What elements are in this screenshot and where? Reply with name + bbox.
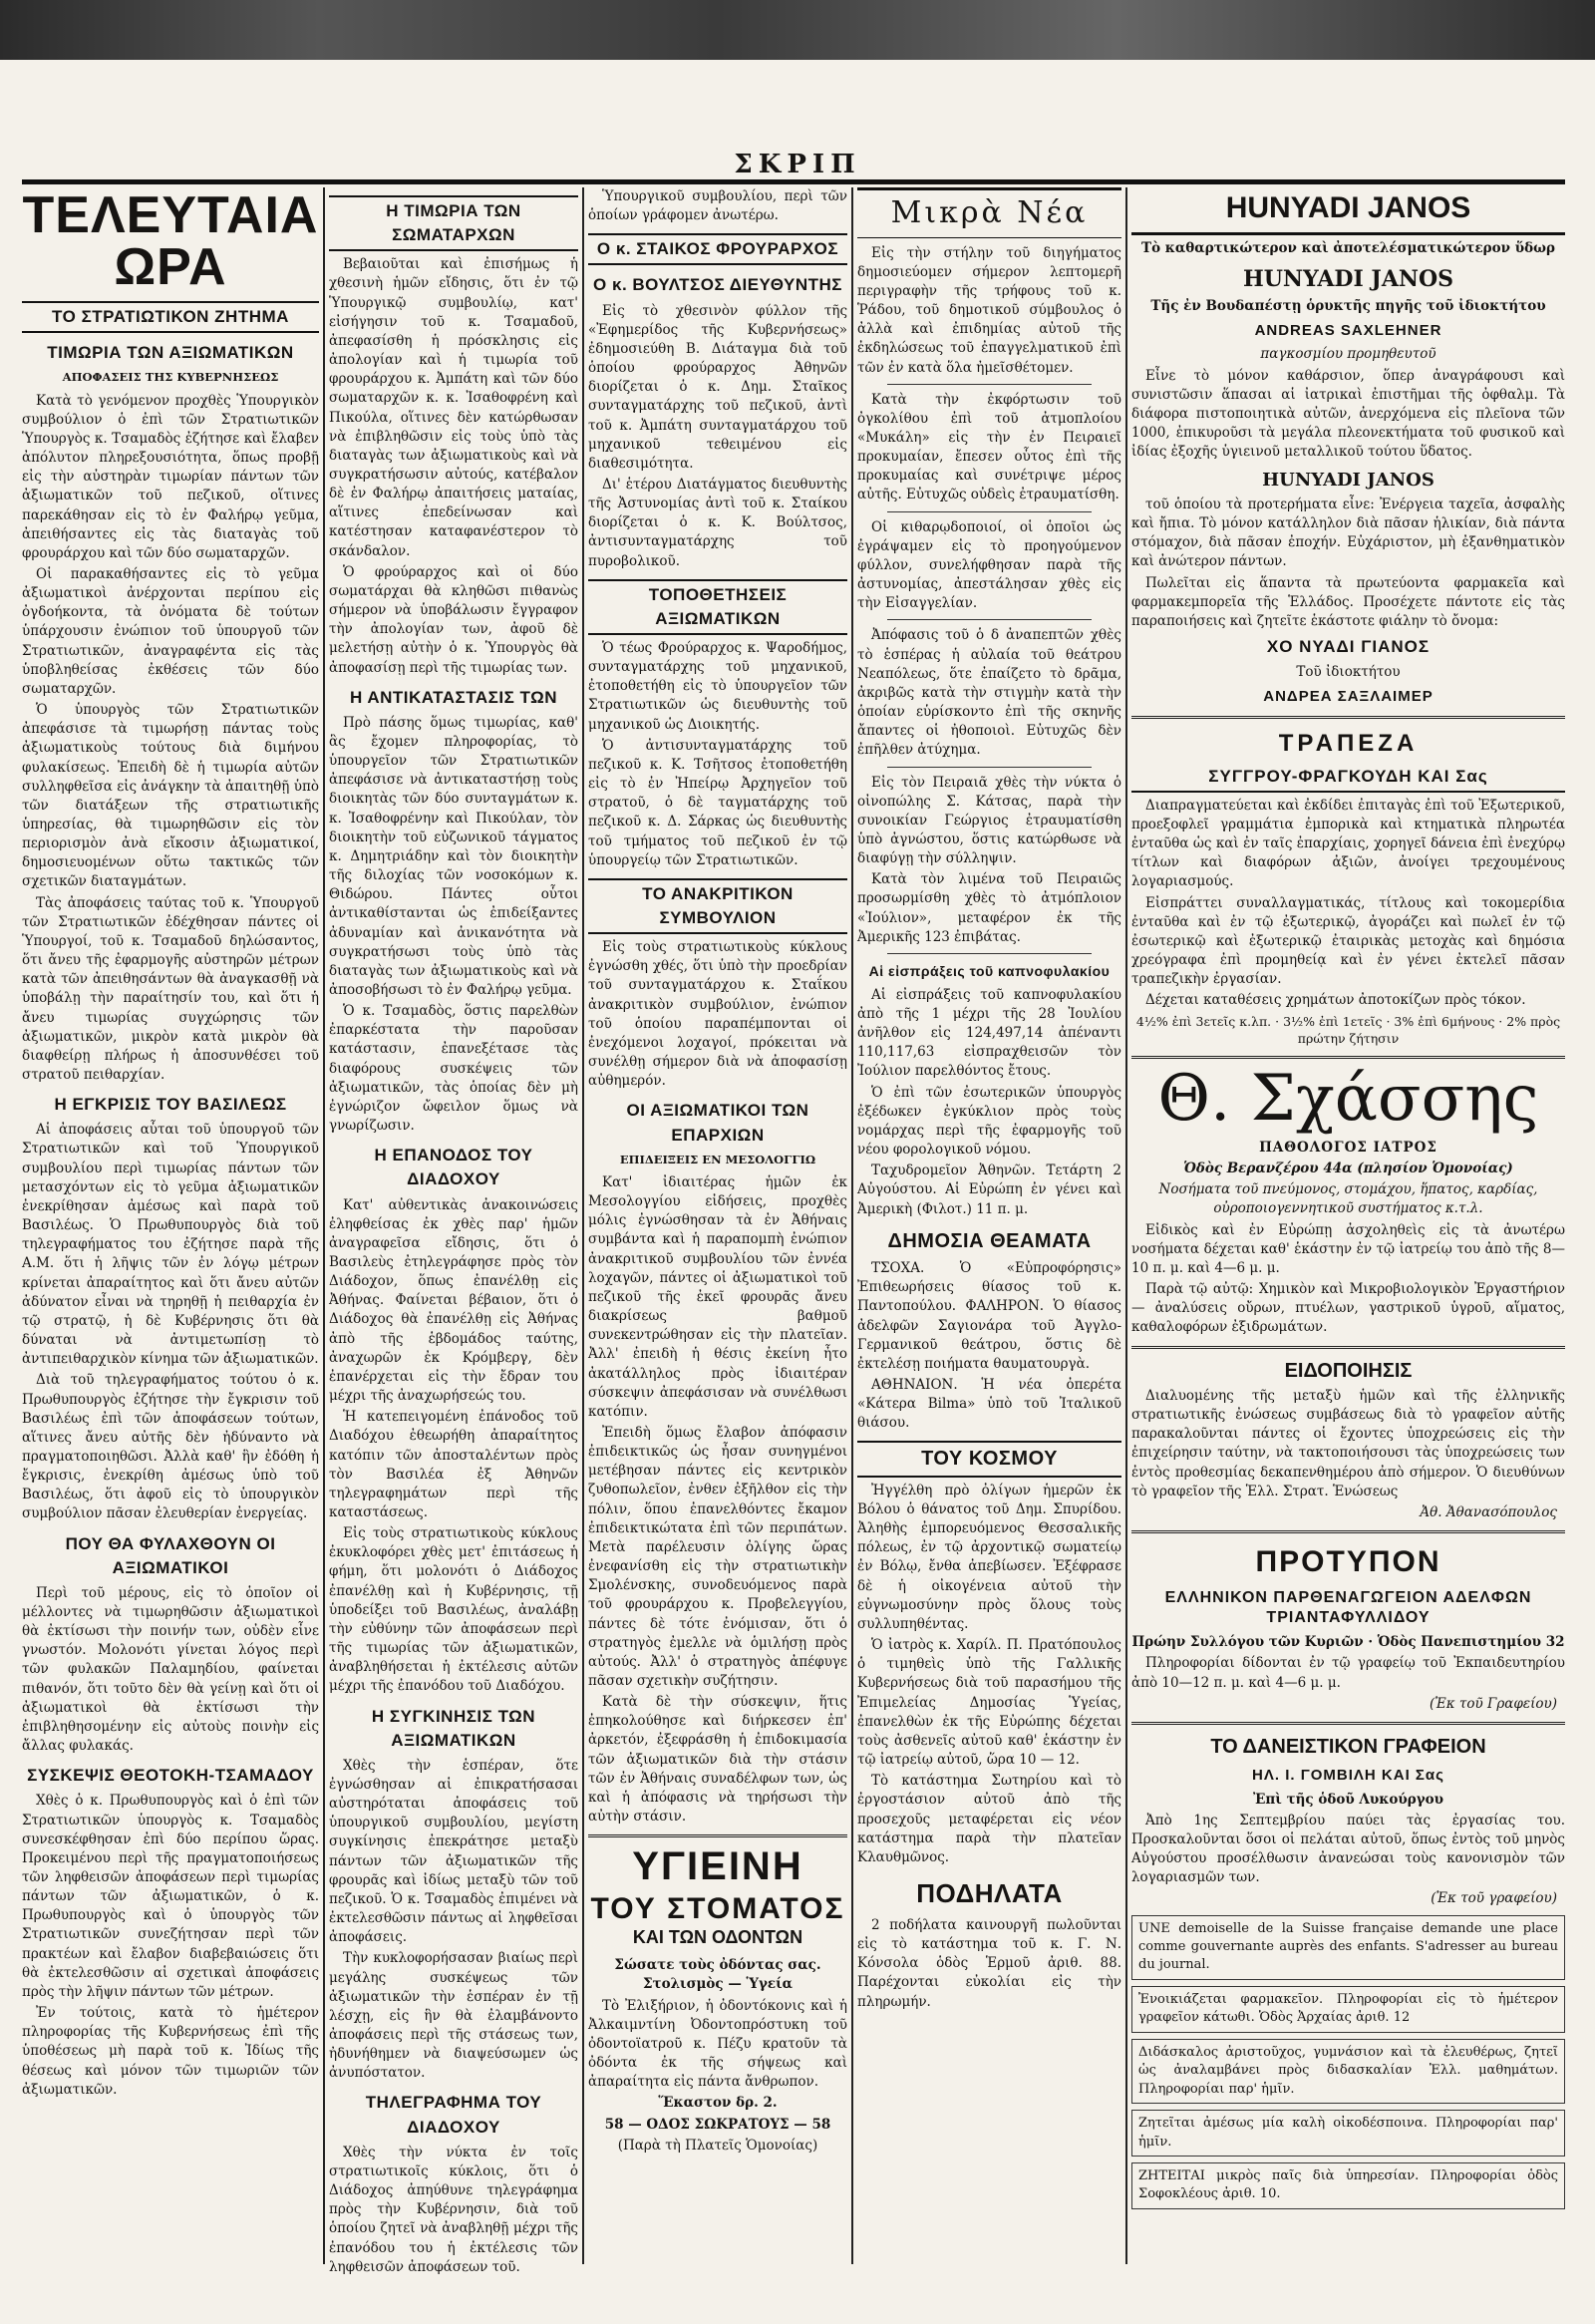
section-heading: ΤΟ ΑΝΑΚΡΙΤΙΚΟΝ ΣΥΜΒΟΥΛΙΟΝ (588, 878, 847, 934)
notice-signature: Ἀθ. Ἀθανασόπουλος (1420, 1503, 1557, 1520)
ad-hygiene-title: ΚΑΙ ΤΩΝ ΟΔΟΝΤΩΝ (632, 1926, 803, 1947)
news-item: Ἀπόφασις τοῦ ὁ δ ἀναπεπτῶν χθὲς τὸ ἑσπέρας ἡ αὐλαία τοῦ θεάτρου Νεαπόλεως, ὅτε ἐπαίζετο τὸ δρᾶμα, ἀκριβῶς κατὰ τὴν στιγμὴν κατὰ τὴν ὁποίαν εὑρίσκοντο ἐπὶ τῆς σκηνῆς ἄπαντες οἱ ἠθοποιοὶ. Εὐτυχῶς δὲν ἐπῆλθεν ἀτύχημα. (857, 627, 1121, 759)
section-heading: Η ΑΝΤΙΚΑΤΑΣΤΑΣΙΣ ΤΩΝ (349, 687, 557, 707)
divider (887, 511, 1092, 512)
article-paragraph: Εἰς τὸ χθεσινὸν φύλλον τῆς «Ἐφημερίδος τῆς Κυβερνήσεως» ἐδημοσιεύθη Β. Διάταγμα διὰ τοῦ ὁποίου φρούραρχος Ἀθηνῶν διορίζεται ὁ κ. Δημ. Σταῖκος συνταγματάρχης τοῦ πεζικοῦ, ἀντὶ τοῦ κ. Ἀμπάτη συνταγματάρχου τοῦ μηχανικοῦ τεθειμένου εἰς διαθεσιμότητα. (588, 302, 847, 472)
ad-rates: 4½% ἐπὶ 3ετεῖς κ.λπ. · 3½% ἐπὶ 1ετεῖς · 3% ἐπὶ 6μήνους · 2% πρὸς πρώτην ζήτησιν (1135, 1013, 1561, 1047)
section-heading: ΠΟΔΗΛΑΤΑ (916, 1877, 1063, 1908)
article-paragraph: Δι' ἑτέρου Διατάγματος διευθυντὴς τῆς Ἀστυνομίας ἀντὶ τοῦ κ. Σταίκου διορίζεται ὁ κ. Κ. Βούλτσος, ἀντισυνταγματάρχης τοῦ πυροβολικοῦ. (588, 476, 847, 569)
ad-school-name: ΕΛΛΗΝΙΚΟΝ ΠΑΡΘΕΝΑΓΩΓΕΙΟΝ ΑΔΕΛΦΩΝ ΤΡΙΑΝΤΑΦΥΛΛΙΔΟΥ (1164, 1588, 1532, 1627)
section-heading: ΤΟ ΣΤΡΑΤΙΩΤΙΚΟΝ ΖΗΤΗΜΑ (22, 301, 319, 333)
news-item: Κατὰ τὴν ἐκφόρτωσιν τοῦ ὀγκολίθου ἐπὶ τοῦ ἀτμοπλοίου «Μυκάλη» εἰς τὴν ἐν Πειραιεῖ προκυμαίαν, ἔπεσεν οὗτος ἐπὶ τῆς προκυμαίας καὶ συνέτριψε μέρος αὐτῆς. Εὐτυχῶς οὐδεὶς ἐτραυματίσθη. (857, 391, 1121, 503)
article-paragraph: Χθὲς τὴν ἑσπέραν, ὅτε ἐγνώσθησαν αἱ ἐπικρατήσασαι αὐστηρόταται ἀποφάσεις τοῦ ὑπουργικοῦ συμβουλίου, μεγίστη συγκίνησις ἐπεκράτησε μεταξὺ πάντων τῶν ἀξιωματικῶν τῆς φρουρᾶς καὶ ἰδίως μεταξὺ τῶν τοῦ πεζικοῦ. Ὁ κ. Τσαμαδὸς ἐπιμένει νὰ ἐκτελεσθῶσιν πάντως αἱ ληφθεῖσαι ἀποφάσεις. (329, 1757, 578, 1946)
news-item: Οἱ κιθαρῳδοποιοί, οἱ ὁποῖοι ὡς ἐγράψαμεν εἰς τὸ προηγούμενον φύλλον, συνελήφθησαν παρὰ τῆς ἀστυνομίας, ἀπεστάλησαν χθὲς εἰς τὴν Εἰσαγγελίαν. (857, 518, 1121, 612)
article-paragraph: Εἰς τοὺς στρατιωτικοὺς κύκλους ἐγνώσθη χθές, ὅτι ὑπὸ τὴν προεδρίαν τοῦ συνταγματάρχου κ. Σταΐκου ἀνακριτικὸν συμβούλιον, ἐνώπιον τοῦ ὁποίου παραπέμπονται οἱ ἐνεχόμενοι λοχαγοί, πρόκειται νὰ συνέλθῃ σήμερον διὰ νὰ ἀποφασίσῃ αὐθημερόν. (588, 939, 847, 1090)
masthead: ΣΚΡΙΠ (734, 150, 861, 179)
news-item: Εἰς τὸν Πειραιᾶ χθὲς τὴν νύκτα ὁ οἰνοπώλης Σ. Κάτσας, παρὰ τὴν συνοικίαν Γεώργιος ἐτραυματίσθη ὑπὸ ἀγνώστου, ὅστις κατώρθωσε νὰ διαφύγῃ τὴν σύλληψιν. (857, 774, 1121, 867)
article-paragraph: Κατ' αὐθεντικὰς ἀνακοινώσεις ἐληφθείσας ἐκ χθὲς παρ' ἡμῶν ἀναγραφεῖσα εἴδησις, ὅτι ὁ Βασιλεὺς ἐτηλεγράφησε πρὸς τὸν Διάδοχον, ὅπως ἐπανέλθῃ εἰς Ἀθήνας. Φαίνεται βέβαιον, ὅτι ὁ Διάδοχος θὰ ἐπανέλθῃ εἰς Ἀθήνας ἀπὸ τῆς ἑβδομάδος ταύτης, ἀναχωρῶν ἐκ Κρόμβεργ, δὲν ἐπανέρχεται εἰς τὴν ἔδραν του μέχρι τῆς ἀναχωρήσεώς του. (329, 1196, 578, 1405)
article-paragraph: Εἰς τοὺς στρατιωτικοὺς κύκλους ἐκυκλοφόρει χθὲς μετ' ἐπιτάσεως ἡ φήμη, ὅτι μολονότι ὁ Διάδοχος ἐπανέλθῃ καὶ ἡ Κυβέρνησις, τῇ ὑποδείξει τοῦ Βασιλέως, ἀναλάβῃ τὴν εὐθύνην τῶν ἀποφάσεων περὶ τῆς τιμωρίας τῶν ἀξιωματικῶν, ἀναβληθήσεται ἡ ἐκτέλεσις αὐτῶν μέχρι τῆς ἐπανόδου τοῦ Διαδόχου. (329, 1525, 578, 1695)
news-item: Ταχυδρομεῖον Ἀθηνῶν. Τετάρτη 2 Αὐγούστου. Αἱ Εὐρώπη ἐν γένει καὶ Ἀμερικὴ (Φιλοτ.) 11 π. μ. (857, 1162, 1121, 1217)
article-paragraph: Ἐπειδὴ ὅμως ἔλαβον ἀπόφασιν ἐπιδεικτικῶς ὡς ἦσαν συνηγμένοι μετέβησαν πάντες εἰς κεντρικὸν ζυθοπωλεῖον, ἐνθεν ἐξῆλθον εἰς τὴν πόλιν, ὅπου ἐπανελθόντες ἔκαμον ἐπιδεικτικώτατα ἐπὶ τῶν περιπάτων. Μετὰ παρέλευσιν ὀλίγης ὥρας ἐνεφανίσθη εἰς τὴν στρατιωτικὴν Σμολένσκης, συνοδευόμενος παρὰ τοῦ φρουράρχου κ. Προβελεγγίου, πάντες δὲ τότε ἐνόμισαν, ὅτι ὁ στρατηγὸς ἐμελλε νὰ ὁμιλήσῃ πρὸς αὐτούς. Ἀλλ' ὁ στρατηγὸς ἀπέφυγε πᾶσαν σχετικὴν συζήτησιν. (588, 1424, 847, 1690)
column-2 (329, 187, 578, 2275)
article-paragraph: Κατ' ἰδιαιτέρας ἡμῶν ἐκ Μεσολογγίου εἰδήσεις, προχθὲς μόλις ἐγνώσθησαν τὰ ἐν Ἀθήναις συμβάντα καὶ ἡ παραπομπὴ ἐνώπιον ἀνακριτικοῦ συμβουλίου τῶν ἐννέα λοχαγῶν, πάντες οἱ ἀξιωματικοὶ τοῦ πεζικοῦ τῆς ἐκεῖ φρουρᾶς ἄνευ διακρίσεως βαθμοῦ συνεκεντρώθησαν εἰς τὴν πλατεῖαν. Ἀλλ' ἐπειδὴ ἡ θέσις ἐκείνη ἦτο ἀκατάλληλος πρὸς ἰδιαιτέραν σύσκεψιν ἀπεφάσισαν νὰ συνέλθωσι κατόπιν. (588, 1173, 847, 1420)
article-paragraph: Ὑπουργικοῦ συμβουλίου, περὶ τῶν ὁποίων γράφομεν ἀνωτέρω. (588, 188, 847, 224)
article-paragraph: Ὁ ὑπουργὸς τῶν Στρατιωτικῶν ἀπεφάσισε τὰ τιμωρήσῃ πάντας τοὺς ἀξιωματικοὺς τούτους διὰ διμήνου φυλακίσεως. Ἐπειδὴ δὲ ἡ τιμωρία αὐτῶν συλληφθεῖσα εἰς ἀνάγκην τὰ ἀπαιτηθῇ ὑπὸ τῶν διατάξεων τῆς στρατιωτικῆς ὑπηρεσίας, θὰ τιμωρηθῶσιν εἰς τὸν περιορισμὸν ἀνὰ εἴκοσιν ἀξιωματικοί, δημοσιευομένων οὕτω τακτικῶς τῶν σχετικῶν διαταγμάτων. (22, 702, 319, 890)
article-paragraph: Ὁ τέως Φρούραρχος κ. Ψαροδήμος, συνταγματάρχης τοῦ μηχανικοῦ, ἐτοποθετήθη εἰς τὸ ὑπουργεῖον τῶν Στρατιωτικῶν ὡς διευθυντὴς τοῦ μηχανικοῦ ὡς Διοικητής. (588, 640, 847, 733)
ad-text: Δέχεται καταθέσεις χρημάτων ἀποτοκίζων πρὸς τόκον. (1145, 992, 1526, 1009)
ad-loan-name: ΗΛ. Ι. ΓΟΜΒΙΛΗ ΚΑΙ Σας (1252, 1767, 1444, 1785)
classified-ad: Ζητεῖται ἀμέσως μία καλὴ οἰκοδέσποινα. Πληροφορίαι παρ' ἡμῖν. (1131, 2110, 1565, 2157)
ad-bank-title: ΤΡΑΠΕΖΑ (1278, 729, 1419, 757)
column-3 (588, 187, 847, 2264)
section-heading: ΤΟΠΟΘΕΤΗΣΕΙΣ ΑΞΙΩΜΑΤΙΚΩΝ (588, 579, 847, 635)
section-heading: ΟΙ ΑΞΙΩΜΑΤΙΚΟΙ ΤΩΝ ΕΠΑΡΧΙΩΝ (626, 1101, 809, 1145)
ad-text: Εἰδικὸς καὶ ἐν Εὐρώπῃ ἀσχοληθεὶς εἰς τὰ ἀνωτέρω νοσήματα δέχεται καθ' ἑκάστην ἐν τῷ ἰατρείῳ του ἀπὸ τῆς 8—10 π. μ. καὶ 4—6 μ. μ. (1131, 1221, 1565, 1276)
article-paragraph: Τὰς ἀποφάσεις ταύτας τοῦ κ. Ὑπουργοῦ τῶν Στρατιωτικῶν ἐδέχθησαν πάντες οἱ Ὑπουργοί, τοῦ κ. Τσαμαδοῦ δηλώσαντος, ὅτι ἄνευ τῆς ἐφαρμογῆς αὐστηρῶν μέτρων κατὰ τῶν ἀπειθησάντων θὰ ἀναγκασθῇ νὰ ὑποβάλῃ τὴν παραίτησίν του, καὶ ὅτι ἡ ἄνευ τιμωρίας συγχώρησις τῶν ἀξιωματικῶν, μικρὸν κατὰ μικρὸν θὰ διαφθείρῃ πλήρως ἡ ἀποσυνθέσει τοῦ στρατοῦ πειθαρχίαν. (22, 894, 319, 1084)
ad-text: Τὸ Ἐλιξήριον, ἡ ὀδοντόκονις καὶ ἡ Ἀλκαιμντίνη Ὀδοντοπρόστυκη τοῦ ὀδοντοϊατροῦ κ. Πέζυ κρατοῦν τὰ ὀδόντα ἐκ τῆς σήψεως καὶ ἀπαραίτητα εἰς πάντα ἄνθρωπον. (588, 1997, 847, 2091)
column-5-ads (1131, 187, 1565, 2264)
article-paragraph: Κατὰ δὲ τὴν σύσκεψιν, ἥτις ἐπηκολούθησε καὶ διήρκεσεν ἐπ' ἀρκετόν, ἐξεφράσθη ἡ ἐπιδοκιμασία τῶν ἀξιωματικῶν διὰ τὴν στάσιν τῶν ἐν Ἀθήναις συναδέλφων των, ὡς καὶ ἡ ἀπόφασις νὰ τηρήσωσι τὴν αὐτὴν στάσιν. (588, 1694, 847, 1826)
ad-address-note: (Παρὰ τὴ Πλατεῖς Ὁμονοίας) (617, 2137, 818, 2154)
ad-doctor-title: ΠΑΘΟΛΟΓΟΣ ΙΑΤΡΟΣ (1259, 1140, 1437, 1157)
section-heading: Η ΕΠΑΝΟΔΟΣ ΤΟΥ ΔΙΑΔΟΧΟΥ (374, 1146, 533, 1189)
ad-doctor-name: Θ. Σχάσσης (1157, 1062, 1539, 1137)
ad-text: Τοῦ ἰδιοκτήτου (1296, 664, 1401, 681)
news-item: Ὁ ἰατρὸς κ. Χαρίλ. Π. Πρατόπουλος ὁ τιμηθεὶς ὑπὸ τῆς Γαλλικῆς Κυβερνήσεως διὰ τοῦ παρασήμου τῆς Ἐπιμελείας Δημοσίας Ὑγείας, ἐπανελθὼν ἐκ τῆς Εὐρώπης δέχεται τοὺς ἀσθενεῖς αὐτοῦ καθ' ἑκάστην ἐν τῷ ἰατρείῳ αὐτοῦ, ὥρα 10 — 12. (857, 1637, 1121, 1769)
divider (1131, 1530, 1565, 1533)
ad-text: Πωλεῖται εἰς ἅπαντα τὰ πρωτεύοντα φαρμακεῖα καὶ φαρμακεμπορεῖα τῆς Ἑλλάδος. Προσέχετε πάντοτε εἰς τὰς παραποιήσεις καὶ ζητεῖτε ἑκάστοτε φιάλην τὸ ὄνομα: (1131, 574, 1565, 629)
classified-ad: UNE demoiselle de la Suisse française demande une place comme gouvernante auprès des enfants. S'adresser au bureau du journal. (1131, 1915, 1565, 1980)
article-paragraph: Τὴν κυκλοφορήσασαν βιαίως περὶ μεγάλης συσκέψεως τῶν ἀξιωματικῶν τὴν ἑσπέραν ἐν τῇ λέσχῃ, εἰς ἣν θὰ ἐλαμβάνοντο ἀποφάσεις περὶ τῆς στάσεως των, ἠδυνήθημεν νὰ διαψεύσωμεν ὡς ἀνυπόστατον. (329, 1950, 578, 2082)
article-paragraph: Χθὲς ὁ κ. Πρωθυπουργὸς καὶ ὁ ἐπὶ τῶν Στρατιωτικῶν ὑπουργὸς κ. Τσαμαδὸς συνεσκέφθησαν ἐπὶ δύο περίπου ὥρας. Προκειμένου περὶ τῆς πραγματοποιήσεως τῶν ληφθεισῶν ἀποφάσεων περὶ τιμωρίας πάντων τῶν ἀξιωματικῶν, ὁ κ. Πρωθυπουργὸς καὶ ὁ ὑπουργὸς τῶν Στρατιωτικῶν συνεζήτησαν περὶ τῶν πρακτέων καὶ ἔλαβον διαβεβαιώσεις ὅτι θὰ ἐκτελεσθῶσιν αἱ σχετικαὶ ἀποφάσεις πρὸς τὴν λῆψιν πάντων τῶν μέτρων. (22, 1793, 319, 2000)
ad-text: Νοσήματα τοῦ πνεύμονος, στομάχου, ἥπατος, καρδίας, οὐροποιογεννητικοῦ συστήματος κ.τ.λ. (1158, 1181, 1538, 1217)
divider (1131, 716, 1565, 719)
ad-brand-name: ΧΟ ΝΥΑΔΙ ΓΙΑΝΟΣ (1266, 637, 1431, 657)
ad-brand: HUNYADI JANOS (1262, 470, 1435, 492)
column-divider (582, 187, 584, 2264)
ad-brand: HUNYADI JANOS (1242, 265, 1454, 292)
section-heading: Η ΕΓΚΡΙΣΙΣ ΤΟΥ ΒΑΣΙΛΕΩΣ (54, 1095, 287, 1115)
article-paragraph: Ἡ κατεπειγομένη ἐπάνοδος τοῦ Διαδόχου ἐθεωρήθη ἀπαραίτητος κατόπιν τῶν ἀποσταλέντων πρὸς τὸν Βασιλέα ἐξ Ἀθηνῶν τηλεγραφημάτων περὶ τῆς καταστάσεως. (329, 1409, 578, 1520)
divider (887, 953, 1092, 954)
article-paragraph: Διὰ τοῦ τηλεγραφήματος τούτου ὁ κ. Πρωθυπουργὸς ἐζήτησε τὴν ἔγκρισιν τοῦ Βασιλέως ἐπὶ τῶν ἀποφάσεων τούτων, αἵτινες ἄνευ αὐτῆς δὲν ἠδύναντο νὰ πραγματοποιηθῶσι. Ἀλλὰ καθ' ἣν ἐδόθη ἡ ἔγκρισις, ἐνεκρίθη ἀμέσως ὑπὸ τοῦ Βασιλέως, ὅτι ἀφοῦ εἰς τὸ ὑπουργικὸν συμβούλιον πᾶσαν ἐλευθερίαν ἐνεργείας. (22, 1372, 319, 1522)
section-heading: ΤΙΜΩΡΙΑ ΤΩΝ ΑΞΙΩΜΑΤΙΚΩΝ (47, 343, 294, 363)
article-paragraph: Πρὸ πάσης ὅμως τιμωρίας, καθ' ἃς ἔχομεν πληροφορίας, τὸ ὑπουργεῖον τῶν Στρατιωτικῶν ἀπεφάσισε νὰ ἀντικαταστήσῃ τοὺς διοικητὰς τῶν δύο συνταγμάτων κ. κ. Ἰσαθοφρένην καὶ Πικούλαν, τὸν διοικητὴν τοῦ εὐζωνικοῦ τάγματος κ. Δημητριάδην καὶ τὸν διοικητὴν τῆς διλοχίας τῶν νοσοκόμων κ. Θιδώρου. Πάντες οὗτοι ἀντικαθίστανται ὡς ἐπιδείξαντες ἀδυναμίαν καὶ ἀνικανότητα νὰ συγκρατήσωσι τοὺς ὑπὸ τὰς διαταγὰς των ἀξιωματικοὺς καὶ νὰ ἀποσοβήσωσι τὸ ἐν Φαλήρῳ γεῦμα. (329, 714, 578, 998)
section-subheading: ΕΠΙΔΕΙΞΕΙΣ ΕΝ ΜΕΣΟΛΟΓΓΙΩ (619, 1152, 816, 1166)
notice-text: Διαλυομένης τῆς μεταξὺ ἡμῶν καὶ τῆς ἐλληνικῆς στρατιωτικῆς ἐνώσεως συμβάσεως διὰ τὸ γραφεῖον αὐτῆς παρακαλοῦνται πάντες οἱ ἔχοντες ὑποχρεώσεις εἰς τὴν ἐπιχείρησιν ταύτην, νὰ τακτοποιήσουσι τὰς ὑποχρεώσεις των ἐντὸς προθεσμίας δεκαπενθημέρου ἀπὸ σήμερον. Ὁ διευθύνων τὸ γραφεῖον τῆς Ἑλλ. Στρατ. Ἑνώσεως (1131, 1387, 1565, 1499)
classified-ad: ΖΗΤΕΙΤΑΙ μικρὸς παῖς διὰ ὑπηρεσίαν. Πληροφορίαι ὁδὸς Σοφοκλέους ἀριθ. 10. (1131, 2162, 1565, 2209)
ad-signature: (Ἐκ τοῦ γραφείου) (1431, 1890, 1557, 1907)
top-rule (22, 179, 1565, 184)
classified-ad: Ἐνοικιάζεται φαρμακεῖον. Πληροφορίαι εἰς τὸ ἡμέτερον γραφεῖον κάτωθι. Ὁδὸς Ἀρχαίας ἀριθ. 12 (1131, 1986, 1565, 2033)
ad-loan-title: ΤΟ ΔΑΝΕΙΣΤΙΚΟΝ ΓΡΑΦΕΙΟΝ (1210, 1735, 1486, 1758)
column-4 (857, 187, 1121, 2264)
ad-hunyadi-title: HUNYADI JANOS (1131, 187, 1565, 235)
ad-text: Τὸ καθαρτικώτερον καὶ ἀποτελέσματικώτερον ὕδωρ (1141, 239, 1555, 256)
ad-text: Εἶνε τὸ μόνον καθάρσιον, ὅπερ ἀναγράφουσι καὶ συνιστῶσιν ἅπασαι αἱ ἰατρικαὶ ἐπιστῆμαι τῆς ὀφθαλμ. Τὰ διάφορα πιστοποιητικὰ αὐτῶν, ἀνερχόμενα εἰς πλεῖονα τῶν 1000, ἐπικυροῦσι τὰ μεγάλα πλεονεκτήματα τοῦ φυσικοῦ καὶ ἰδίας ἐξοχῆς ὑγιεινοῦ μεταλλικοῦ τούτου ὕδατος. (1131, 367, 1565, 461)
ad-bank-name: ΣΥΓΓΡΟΥ-ΦΡΑΓΚΟΥΔΗ ΚΑΙ Σας (1131, 765, 1565, 793)
article-paragraph: Ὁ φρούραρχος καὶ οἱ δύο σωματάρχαι θὰ κληθῶσι πιθανὼς σήμερον νὰ ὑποβάλωσιν ἔγγραφον τὴν ἀπολογίαν των, ἀφοῦ δὲ μελετήσῃ αὐτὴν ὁ κ. Ὑπουργὸς θὰ ἀποφασίσῃ περὶ τῆς τιμωρίας των. (329, 563, 578, 676)
section-subheading: ΑΠΟΦΑΣΕΙΣ ΤΗΣ ΚΥΒΕΡΝΗΣΕΩΣ (62, 370, 279, 385)
article-paragraph: Κατὰ τὸ γενόμενον προχθὲς Ὑπουργικὸν συμβούλιον ὁ ἐπὶ τῶν Στρατιωτικῶν Ὑπουργὸς κ. Τσαμαδὸς ἐζήτησε καὶ ἔλαβεν ἀπόλυτον πληρεξουσιότητα, ὅπως προβῇ εἰς τὴν αὐστηρὰν τιμωρίαν πάντων τῶν ἀξιωματικῶν τοῦ πεζικοῦ, οἵτινες παρεκάθησαν εἰς τὸ ἐν Φαλήρῳ γεῦμα, ἀπειθήσαντες εἰς τὰς διαταγὰς τοῦ φρουράρχου καὶ τῶν δύο σωματαρχῶν. (22, 392, 319, 561)
divider (887, 619, 1092, 620)
article-paragraph: Αἱ ἀποφάσεις αὗται τοῦ ὑπουργοῦ τῶν Στρατιωτικῶν καὶ τοῦ Ὑπουργικοῦ συμβουλίου περὶ τιμωρίας πάντων τῶν μετασχόντων εἰς τὸ γεῦμα ἀξιωματικῶν ἐνεκρίθησαν ἀμέσως καὶ παρὰ τοῦ Βασιλέως. Ὁ Πρωθυπουργὸς διὰ τοῦ τηλεγραφήματος του ἐζήτησε παρὰ τῆς Α.Μ. ὅτι ἡ λῆψις τῶν ἐν λόγῳ μέτρων κρίνεται ἀπαραίτητος καὶ ὅτι ἄνευ αὐτῶν ἀδύνατον εἶναι νὰ τηρηθῇ ἡ πειθαρχία ἐν τῷ στρατῷ, ἡ δὲ Κυβέρνησις ὅτι θὰ δύναται νὰ ἀντιμετωπίσῃ τὸ ἀντιπειθαρχικὸν κίνημα τῶν ἀξιωματικῶν. (22, 1122, 319, 1368)
divider (1131, 1346, 1565, 1349)
ad-text: Πληροφορίαι δίδονται ἐν τῷ γραφείῳ τοῦ Ἐκπαιδευτηρίου ἀπὸ 10—12 π. μ. καὶ 4—6 μ. μ. (1131, 1655, 1565, 1691)
section-heading: Ο κ. ΒΟΥΛΤΣΟΣ ΔΙΕΥΘΥΝΤΗΣ (593, 275, 842, 295)
ad-signature: (Ἐκ τοῦ Γραφείου) (1429, 1695, 1557, 1712)
column-divider (323, 187, 325, 2264)
ad-address: 58 — ΟΔΟΣ ΣΩΚΡΑΤΟΥΣ — 58 (604, 2116, 831, 2133)
ad-doctor-address: Ὁδὸς Βερανζέρου 44α (πλησίον Ὁμονοίας) (1183, 1161, 1513, 1177)
section-heading: Η ΤΙΜΩΡΙΑ ΤΩΝ ΣΩΜΑΤΑΡΧΩΝ (329, 195, 578, 251)
news-item: ΑΘΗΝΑΙΟΝ. Ἡ νέα ὀπερέτα «Κάτερα Bilma» ὑπὸ τοῦ Ἰταλικοῦ θιάσου. (857, 1376, 1121, 1432)
divider (1131, 1056, 1565, 1059)
column-divider (851, 187, 853, 2264)
divider (1131, 1722, 1565, 1725)
section-heading: ΔΗΜΟΣΙΑ ΘΕΑΜΑΤΑ (887, 1229, 1092, 1252)
news-item: ΤΣΟΧΑ. Ὁ «Εὐπροφόρησις» Ἐπιθεωρήσεις θίασος τοῦ κ. Παντοπούλου. ΦΑΛΗΡΟΝ. Ὁ θίασος ἀδελφῶν Σαγιονάρα τοῦ Ἀγγλο-Γερμανικοῦ θεάτρου, ὅστις δὲ ἐκτελέσῃ ποιήματα θαυματουργὰ. (857, 1260, 1121, 1372)
ad-text: Παρὰ τῷ αὐτῷ: Χημικὸν καὶ Μικροβιολογικὸν Ἐργαστήριον — ἀναλύσεις οὔρων, πτυέλων, γαστρικοῦ ὑγροῦ, αἵματος, καθαλοφόρων ἐξιδρωμάτων. (1131, 1281, 1565, 1336)
section-heading: ΠΟΥ ΘΑ ΦΥΛΑΧΘΟΥΝ ΟΙ ΑΞΙΩΜΑΤΙΚΟΙ (65, 1533, 276, 1577)
section-heading: Η ΣΥΓΚΙΝΗΣΙΣ ΤΩΝ ΑΞΙΩΜΑΤΙΚΩΝ (371, 1706, 536, 1750)
ad-school-address: Πρώην Συλλόγου τῶν Κυριῶν · Ὁδὸς Πανεπιστημίου 32 (1131, 1634, 1565, 1651)
news-item: Ὁ ἐπὶ τῶν ἐσωτερικῶν ὑπουργὸς ἐξέδωκεν ἐγκύκλιον πρὸς τοὺς νομάρχας περὶ τῆς ἐφαρμογῆς τοῦ νέου φορολογικοῦ νόμου. (857, 1084, 1121, 1159)
article-paragraph: Ὁ κ. Τσαμαδὸς, ὅστις παρελθὼν ἐπαρκέστατα τὴν παροῦσαν κατάστασιν, ἐπανεξέτασε τὰς διαφόρους συσκέψεις τῶν ἀξιωματικῶν, τὰς ὁποίας δὲν μὴ ἐγνώριζον ὤφειλον ὅμως νὰ γνωρίζωσιν. (329, 1003, 578, 1135)
ad-owner: ANDREAS SAXLEHNER (1254, 322, 1442, 340)
news-item: 2 ποδήλατα καινουργῆ πωλοῦνται εἰς τὸ κατάστημα τοῦ κ. Γ. Ν. Κόνσολα ὁδὸς Ἑρμοῦ ἀριθ. 88. Παρέχονται εὐκολίαι εἰς τὴν πληρωμήν. (857, 1916, 1121, 2010)
news-item: Τὸ κατάστημα Σωτηρίου καὶ τὸ ἐργοστάσιον αὐτοῦ ἀπὸ τῆς προσεχοῦς μεταφέρεται εἰς νέον κατάστημα παρὰ τὴν πλατεῖαν Κλαυθμῶνος. (857, 1773, 1121, 1865)
ad-text: Εἰσπράττει συναλλαγματικάς, τίτλους καὶ τοκομερίδια ἐνταῦθα καὶ ἐν τῷ ἐξωτερικῷ, ἀγοράζει καὶ πωλεῖ ἐν τῷ ἐσωτερικῷ καὶ ἐξωτερικῷ ἐταιρικὰς μετοχὰς καὶ δημόσια χρεόγραφα ἐπὶ προμηθείᾳ καὶ ἐν γένει ἐκτελεῖ πᾶσαν τραπεζικὴν ἐργασίαν. (1131, 894, 1565, 988)
column-divider (1125, 187, 1127, 2264)
ad-hygiene-title: ΥΓΙΕΙΝΗ (632, 1844, 803, 1889)
ad-text: Ἀπὸ 1ης Σεπτεμβρίου παύει τὰς ἐργασίας του. Προσκαλοῦνται ὅσοι οἱ πελάται αὐτοῦ, ὅπως ἐντὸς τοῦ μηνὸς Αὐγούστου προσέλθωσιν ἀνανεώσαι τοὺς κανονισμὸν τῶν λογαριασμῶν των. (1131, 1812, 1565, 1886)
news-item: Κατὰ τὸν λιμένα τοῦ Πειραιῶς προσωρμίσθη χθὲς τὸ ἀτμόπλοιον «Ἰούλιον», μεταφέρον ἐκ τῆς Ἀμερικῆς 123 ἐπιβάτας. (857, 871, 1121, 945)
column-1 (22, 187, 319, 2264)
ad-text: τοῦ ὁποίου τὰ προτερήματα εἶνε: Ἐνέργεια ταχεῖα, ἀσφαλὴς καὶ ἤπια. Τὸ μόνον κατάλληλον διὰ πᾶσαν ἡλικίαν, διὰ πάντα στόμαχον, διὰ πᾶσαν ἐποχήν. Εὐχάριστον, μὴ ἐξανθηματικὸν καὶ ἀνώτερον πάντων. (1131, 496, 1565, 570)
article-paragraph: Οἱ παρακαθήσαντες εἰς τὸ γεῦμα ἀξιωματικοὶ ἀνέρχονται περίπου εἰς ὀγδοήκοντα, τὰ ὀνόματα δὲ τούτων ὑπάρχουσιν ἐνώπιον τοῦ ὑπουργοῦ τῶν Στρατιωτικῶν, ἀναγραφέντα εἰς τὰς ὑποβληθείσας ἐκθέσεις τῶν δύο σωματαρχῶν. (22, 565, 319, 697)
divider (588, 1834, 847, 1837)
ad-loan-address: Ἐπὶ τῆς ὁδοῦ Λυκούργου (1253, 1791, 1443, 1808)
news-item: Αἱ εἰσπράξεις τοῦ καπνοφυλακίου ἀπὸ τῆς 1 μέχρι τῆς 28 Ἰουλίου ἀνῆλθον εἰς 124,497,14 ἀπέναντι 110,117,63 εἰσπραχθεισῶν τὸν Ἰούλιον παρελθόντος ἔτους. (857, 986, 1121, 1080)
ad-owner: ΑΝΔΡΕΑ ΣΑΞΛΑΙΜΕΡ (1263, 688, 1434, 706)
ad-text: παγκοσμίου προμηθευτοῦ (1260, 346, 1436, 363)
article-paragraph: Χθὲς τὴν νύκτα ἐν τοῖς στρατιωτικοῖς κύκλοις, ὅτι ὁ Διάδοχος ἀπηύθυνε τηλεγράφημα πρὸς τὴν Κυβέρνησιν, διὰ τοῦ ὁποίου ζητεῖ νὰ ἀναβληθῇ μέχρι τῆς ἐπανόδου του ἡ ἐκτέλεσις τῶν ληφθεισῶν ἀποφάσεων τοῦ. (329, 2144, 578, 2275)
ad-text: Διαπραγματεύεται καὶ ἐκδίδει ἐπιταγὰς ἐπὶ τοῦ Ἐξωτερικοῦ, προεξοφλεῖ γραμμάτια ἐμπορικὰ καὶ κτηματικὰ πληρωτέα ἐνταῦθα ὡς καὶ ἐν ταῖς ἐπαρχίαις, χορηγεῖ δάνεια ἐπὶ ἐνεχύρῳ τίτλων καὶ διαφόρων ἀξιῶν, ἀνοίγει τρεχουμένους λογαριασμούς. (1131, 797, 1565, 890)
main-headline: ΤΕΛΕΥΤΑΙΑ ΩΡΑ (22, 186, 319, 296)
ad-text: Σώσατε τοὺς ὀδόντας σας. Στολισμὸς — Ὑγεία (614, 1957, 821, 1993)
section-title: Μικρὰ Νέα (857, 187, 1121, 238)
news-item: Εἰς τὴν στήλην τοῦ διηγήματος δημοσιεύομεν σήμερον λεπτομερῆ περιγραφὴν τῆς τρήφους τοῦ κ. Ῥάδου, τοῦ δημοτικοῦ σύμβουλος ὁ ἀλλὰ καὶ ἐπιδημίας αὐτοῦ τῆς ἐκδηλώσεως τοῦ ἐπαγγελματικοῦ ἐπὶ τῶν ἐν κατὰ ὅλα ἠμεῖσθέτομεν. (857, 244, 1121, 376)
article-paragraph: Ἐν τούτοις, κατὰ τὸ ἡμέτερον πληροφορίας τῆς Κυβερνήσεως ἐπὶ τῆς ὑποθέσεως μὴ παρὰ τοῦ κ. Ἰδίως τῆς θέσεως καὶ μόνον τῶν τιμωριῶν τῶν ἀξιωματικῶν. (22, 2005, 319, 2098)
divider (887, 767, 1092, 768)
article-paragraph: Βεβαιοῦται καὶ ἐπισήμως ἡ χθεσινὴ ἡμῶν εἴδησις, ὅτι ἐν τῷ Ὑπουργικῷ συμβουλίῳ, κατ' εἰσήγησιν τοῦ κ. Τσαμαδοῦ, ἀπεφασίσθη ἡ πρόσκλησις εἰς ἀπολογίαν καὶ ἡ τιμωρία τοῦ φρουράρχου κ. Ἀμπάτη καὶ τῶν δύο σωματαρχῶν κ. κ. Ἰσαθοφρένη καὶ Πικούλα, οἵτινες δὲν κατώρθωσαν νὰ ἐπιβληθῶσιν εἰς τοὺς ὑπὸ τὰς διαταγὰς των ἀξιωματικοὺς καὶ νὰ συγκρατήσωσιν αὐτούς, κατέβαλον δὲ ἐν Φαλήρῳ ἀπαιτήσεις ματαίας, αἵτινες ἐπεδείνωσαν καὶ κατέστησαν καταφανέστερον τὸ σκάνδαλον. (329, 256, 578, 559)
section-heading: Αἱ εἰσπράξεις τοῦ καπνοφυλακίου (868, 962, 1111, 979)
section-heading: ΤΗΛΕΓΡΑΦΗΜΑ ΤΟΥ ΔΙΑΔΟΧΟΥ (365, 2093, 542, 2137)
classified-ad: Διδάσκαλος ἀριστοῦχος, γυμνάσιον καὶ τὰ ἐλευθέρως, ζητεῖ ὡς ἀναλαμβάνει πρὸς διδασκαλίαν Ἑλλ. μαθημάτων. Πληροφορίαι παρ' ἡμῖν. (1131, 2039, 1565, 2104)
section-heading: Ο κ. ΣΤΑΙΚΟΣ ΦΡΟΥΡΑΡΧΟΣ (588, 233, 847, 265)
news-item: Ἠγγέλθη πρὸ ὀλίγων ἡμερῶν ἐκ Βόλου ὁ θάνατος τοῦ Δημ. Σπυρίδου. Ἀληθὴς ἐμπορευόμενος Θεσσαλικῆς πόλεως, ἐν τῷ ἀρχοντικῷ σωματείῳ ἐν Βόλῳ, ἔνθα ἀπεβίωσεν. Ἐξέφρασε δὲ ἡ οἰκογένεια αὐτοῦ τὴν εὐγνωμοσύνην πρὸς ὅλους τοὺς συλλυπηθέντας. (857, 1482, 1121, 1632)
notice-title: ΕΙΔΟΠΟΙΗΣΙΣ (1284, 1359, 1413, 1382)
article-paragraph: Περὶ τοῦ μέρους, εἰς τὸ ὁποῖον οἱ μέλλοντες νὰ τιμωρηθῶσιν ἀξιωματικοὶ θὰ ἐκτίσωσι τὴν ποινήν των, οὐδὲν εἶνε γνωστόν. Μολονότι γίνεται λόγος περὶ τῶν φυλακῶν Παλαμηδίου, φαίνεται πιθανόν, ὅτι τοῦτο δὲν θὰ γείνῃ καὶ ὅτι οἱ ἀξιωματικοὶ θὰ ἐκτίσωσι τὴν ἐπιβληθησομένην εἰς αὐτοὺς ποινὴν εἰς ἄλλας φυλακάς. (22, 1584, 319, 1755)
divider (887, 384, 1092, 385)
scan-edge (0, 0, 1595, 60)
section-heading: ΣΥΣΚΕΨΙΣ ΘΕΟΤΟΚΗ-ΤΣΑΜΑΔΟΥ (27, 1766, 314, 1786)
ad-text: Τῆς ἐν Βουδαπέστῃ ὁρυκτῆς πηγῆς τοῦ ἰδιοκτήτου (1150, 297, 1546, 314)
ad-hygiene-title: ΤΟΥ ΣΤΟΜΑΤΟΣ (590, 1892, 845, 1926)
ad-price: Ἕκαστον δρ. 2. (658, 2095, 778, 2112)
ad-school-title: ΠΡΟΤΥΠΟΝ (1255, 1545, 1441, 1579)
section-heading: ΤΟΥ ΚΟΣΜΟΥ (857, 1441, 1121, 1477)
article-paragraph: Ὁ ἀντισυνταγματάρχης τοῦ πεζικοῦ κ. Κ. Τσῆτσος ἐτοποθετήθη εἰς τὸ ἐν Ἠπείρῳ Ἀρχηγεῖον τοῦ στρατοῦ, ὁ δὲ ταγματάρχης τοῦ πεζικοῦ κ. Δ. Σάρκας ὡς διευθυντὴς τοῦ τμήματος τοῦ πεζικοῦ ἐν τῷ ὑπουργείῳ τῶν Στρατιωτικῶν. (588, 737, 847, 868)
